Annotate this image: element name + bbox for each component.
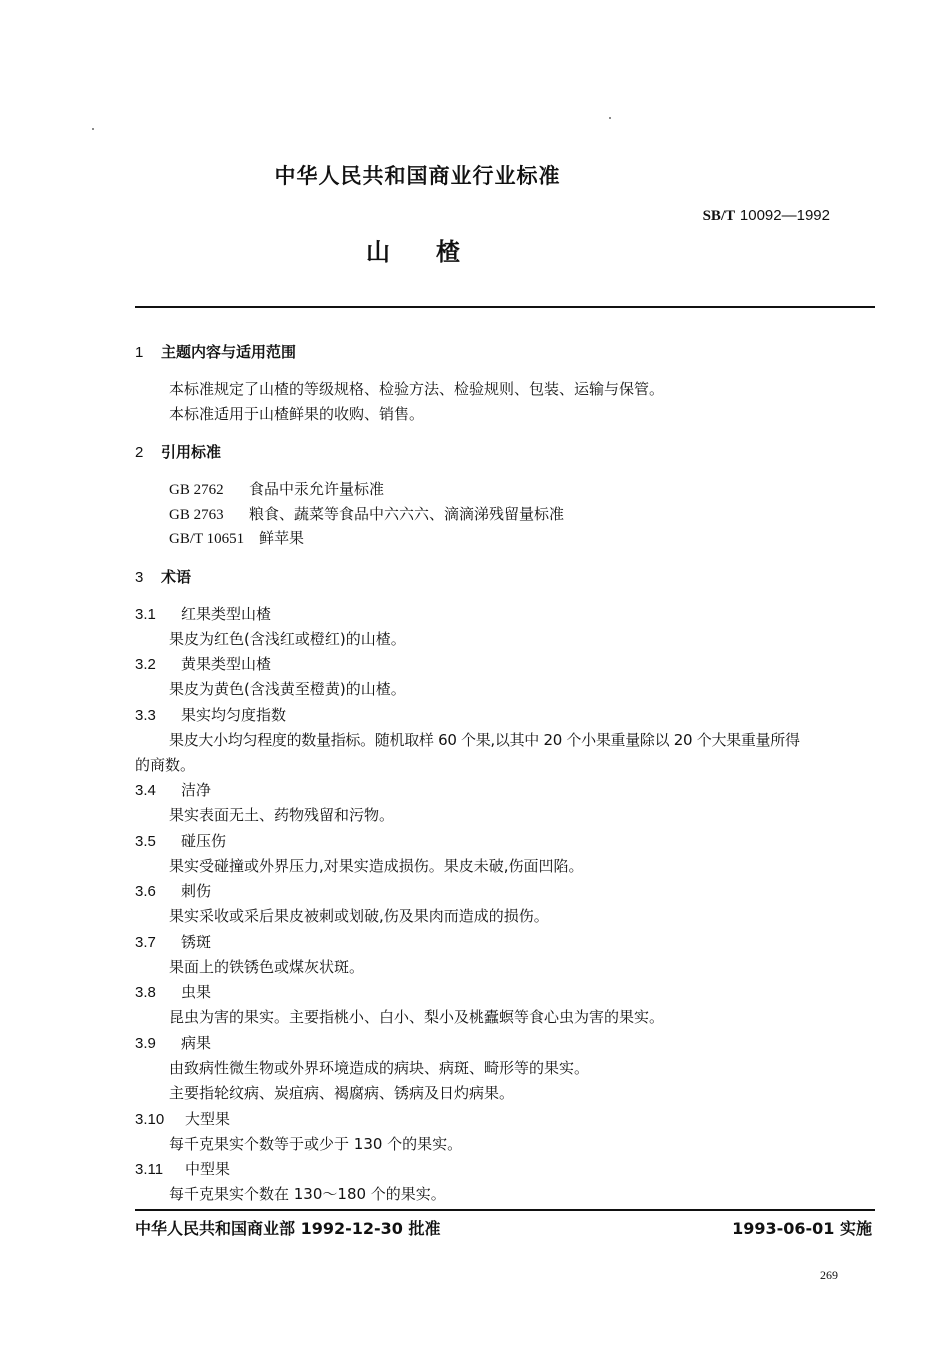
reference-name: 鲜苹果 [259,529,305,547]
term-definition: 果皮为红色(含浅红或橙红)的山楂。 [169,630,406,648]
term-number: 3.10 [135,1111,165,1128]
header-divider [135,306,875,308]
term-number: 3.9 [135,1035,156,1052]
term-number: 3.1 [135,606,156,623]
reference-name: 粮食、蔬菜等食品中六六六、滴滴涕残留量标准 [249,505,565,523]
section-title: 引用标准 [161,443,222,461]
term-name: 中型果 [185,1160,231,1178]
page-number: 269 [820,1268,838,1282]
section-number: 1 [135,344,144,361]
term-definition: 果皮大小均匀程度的数量指标。随机取样 60 个果,以其中 20 个小果重量除以 20 个大果重量所得 [169,731,800,749]
term-number: 3.8 [135,984,156,1001]
section-number: 3 [135,569,144,586]
term-name: 锈斑 [181,933,212,951]
term-heading [135,1158,230,1179]
term-definition: 果实采收或采后果皮被刺或划破,伤及果肉而造成的损伤。 [169,907,549,925]
reference-name: 食品中汞允许量标准 [249,480,385,498]
section-title: 术语 [161,568,192,586]
section-1-heading [135,341,296,362]
section-number: 2 [135,444,144,461]
term-definition-continued: 的商数。 [135,756,196,774]
term-definition: 每千克果实个数等于或少于 130 个的果实。 [169,1135,463,1153]
term-heading [135,704,286,725]
term-number: 3.11 [135,1161,164,1178]
term-definition: 果面上的铁锈色或煤灰状斑。 [169,958,365,976]
term-name: 洁净 [181,781,212,799]
term-heading [135,981,211,1002]
term-heading [135,880,211,901]
term-number: 3.5 [135,833,156,850]
section-title: 主题内容与适用范围 [161,343,297,361]
section-1-paragraph: 本标准规定了山楂的等级规格、检验方法、检验规则、包装、运输与保管。 [169,380,665,398]
reference-code: GB/T 10651 [169,531,245,547]
term-heading [135,779,211,800]
term-name: 碰压伤 [181,832,227,850]
standard-code: 10092—1992 [739,207,830,224]
term-number: 3.2 [135,656,156,673]
term-definition: 由致病性微生物或外界环境造成的病块、病斑、畸形等的果实。 [169,1059,590,1077]
term-definition: 果实受碰撞或外界压力,对果实造成损伤。果皮未破,伤面凹陷。 [169,857,584,875]
standard-prefix: SB/T [702,208,736,224]
reference-item [169,478,384,499]
term-heading [135,653,271,674]
section-1-paragraph: 本标准适用于山楂鲜果的收购、销售。 [169,405,425,423]
term-heading [135,1032,211,1053]
reference-code: GB 2763 [169,507,224,523]
reference-item [169,527,304,548]
term-name: 黄果类型山楂 [181,655,272,673]
term-name: 虫果 [181,983,212,1001]
term-definition: 果实表面无土、药物残留和污物。 [169,806,395,824]
term-heading [135,1108,230,1129]
term-name: 大型果 [185,1110,231,1128]
footer-divider [135,1209,875,1211]
document-title: 山楂 [366,238,506,266]
term-name: 红果类型山楂 [181,605,272,623]
reference-item [169,503,564,524]
term-number: 3.7 [135,934,156,951]
term-number: 3.6 [135,883,156,900]
term-definition: 主要指轮纹病、炭疽病、褐腐病、锈病及日灼病果。 [169,1084,515,1102]
issuer-heading: 中华人民共和国商业行业标准 [274,164,561,188]
term-name: 病果 [181,1034,212,1052]
term-heading [135,931,211,952]
term-heading [135,830,226,851]
section-3-heading [135,566,191,587]
standard-number [703,206,830,225]
term-name: 果实均匀度指数 [181,706,287,724]
term-number: 3.3 [135,707,156,724]
term-heading [135,603,271,624]
term-definition: 果皮为黄色(含浅黄至橙黄)的山楂。 [169,680,406,698]
term-definition: 每千克果实个数在 130～180 个的果实。 [169,1185,446,1203]
reference-code: GB 2762 [169,482,224,498]
scan-speck [609,117,611,119]
implementation-line: 1993-06-01 实施 [732,1219,872,1238]
section-2-heading [135,441,221,462]
term-name: 刺伤 [181,882,212,900]
term-definition: 昆虫为害的果实。主要指桃小、白小、梨小及桃蠹螟等食心虫为害的果实。 [169,1008,665,1026]
approval-line: 中华人民共和国商业部 1992-12-30 批准 [135,1219,441,1238]
scan-speck [92,128,94,130]
term-number: 3.4 [135,782,156,799]
